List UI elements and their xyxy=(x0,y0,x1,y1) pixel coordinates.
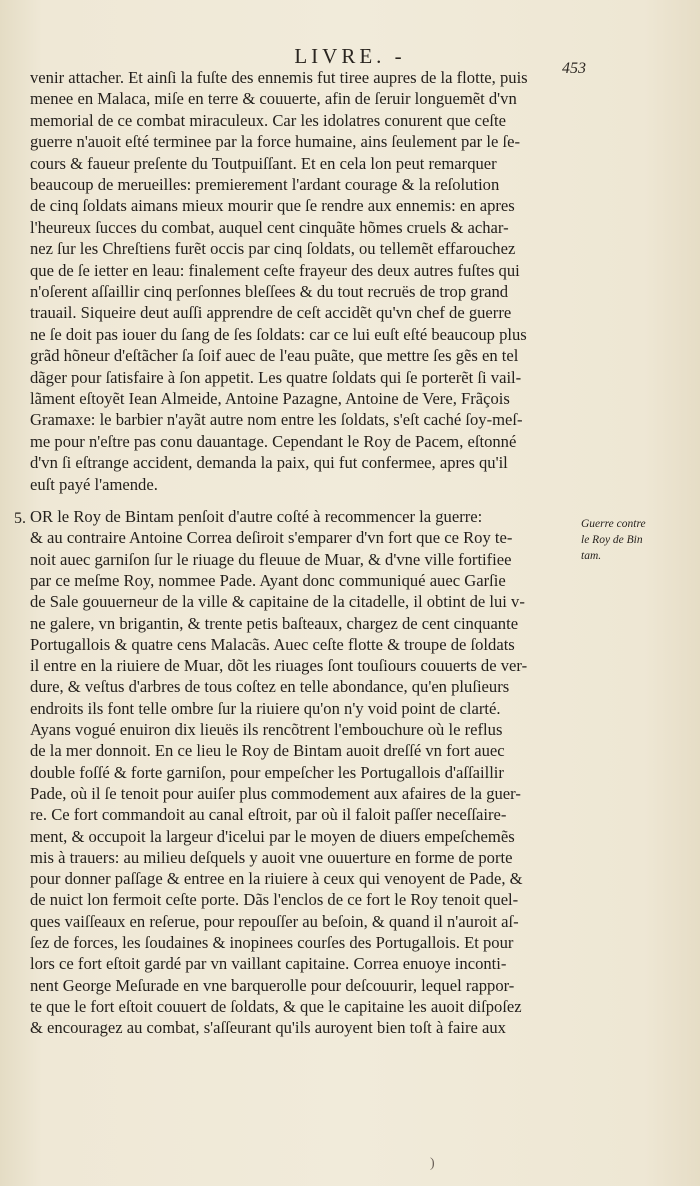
text-line: cours & faueur preſente du Toutpuiſſant. Et en cela lon peut remarquer xyxy=(30,153,497,173)
text-line: que de ſe ietter en leau: finalement ceſte frayeur des deux autres fuſtes qui xyxy=(30,260,520,280)
text-line: lors ce fort eſtoit gardé par vn vaillant capitaine. Correa enuoye inconti- xyxy=(30,954,507,974)
text-line: dãger pour ſatisfaire à ſon appetit. Les quatre ſoldats qui ſe porterẽt ſi vail- xyxy=(30,367,522,387)
text-line: endroits ils font telle ombre ſur la riuiere qu'on n'y void point de clarté. xyxy=(30,698,501,718)
text-line: ment, & occupoit la largeur d'icelui par le moyen de diuers empeſchemẽs xyxy=(30,826,515,846)
text-line: Ayans vogué enuiron dix lieuës ils rencõtrent l'embouchure où le reflus xyxy=(30,720,503,739)
page-number: 453 xyxy=(562,60,586,77)
text-line: de cinq ſoldats aimans mieux mourir que ſe rendre aux ennemis: en apres xyxy=(30,196,515,216)
text-line: beaucoup de merueilles: premierement l'ardant courage & la reſolution xyxy=(30,175,500,194)
text-line: Portugallois & quatre cens Malacãs. Auec ceſte flotte & troupe de ſoldats xyxy=(30,634,515,654)
text-line: noit auec garniſon ſur le riuage du fleuue de Muar, & d'vne ville fortifiee xyxy=(30,549,512,569)
text-line: nez ſur les Chreſtiens furẽt occis par cinq ſoldats, ou tellemẽt effarouchez xyxy=(30,239,516,259)
text-line: ques vaiſſeaux en reſerue, pour repouſſer au beſoin, & quand il n'auroit aſ- xyxy=(30,911,519,931)
text-line: ne galere, vn brigantin, & trente petis baſteaux, chargez de cent cinquante xyxy=(30,613,519,633)
text-line: re. Ce fort commandoit au canal eſtroit, par où il faloit paſſer neceſſaire- xyxy=(30,805,507,825)
text-line: de nuict lon fermoit ceſte porte. Dãs l'enclos de ce fort le Roy tenoit quel- xyxy=(30,890,519,910)
text-line: Pade, où il ſe tenoit pour auiſer plus commodement aux afaires de la guer- xyxy=(30,783,521,803)
text-line: il entre en la riuiere de Muar, dõt les riuages ſont touſiours couuerts de ver- xyxy=(30,656,528,676)
text-line: nent George Meſurade en vne barquerolle pour deſcouurir, lequel rappor- xyxy=(30,975,515,995)
text-line: te que le fort eſtoit couuert de ſoldats, & que le capitaine les auoit diſpoſez xyxy=(30,996,522,1016)
text-line: dure, & veſtus d'arbres de tous coſtez en telle abondance, qu'en pluſieurs xyxy=(30,677,510,697)
text-line: OR le Roy de Bintam penſoit d'autre coſté à recommencer la guerre: xyxy=(30,507,483,526)
text-line: me pour n'eſtre pas conu dauantage. Cependant le Roy de Pacem, eſtonné xyxy=(30,431,517,451)
text-line: par ce meſme Roy, nommee Pade. Ayant donc communiqué auec Garſie xyxy=(30,570,506,590)
text-line: lãment eſtoyẽt Iean Almeide, Antoine Pazagne, Antoine de Vere, Frãçois xyxy=(30,389,510,408)
text-line: euſt payé l'amende. xyxy=(30,474,158,494)
text-line: l'heureux ſucces du combat, auquel cent cinquãte hõmes cruels & achar- xyxy=(30,217,509,237)
text-line: pour donner paſſage & entree en la riuiere à ceux qui venoyent de Pade, & xyxy=(30,869,523,889)
text-line: menee en Malaca, miſe en terre & couuerte, afin de ſeruir longuemẽt d'vn xyxy=(30,89,517,109)
text-line: de la mer donnoit. En ce lieu le Roy de Bintam auoit dreſſé vn fort auec xyxy=(30,741,505,761)
text-line: d'vn ſi eſtrange accident, demanda la paix, qui fut confermee, apres qu'il xyxy=(30,453,508,473)
text-line: mis à trauers: au milieu deſquels y auoit vne ouuerture en forme de porte xyxy=(30,847,513,867)
margin-note-line: le Roy de Bin xyxy=(581,534,643,546)
paragraph-number: 5. xyxy=(14,510,26,527)
running-head: LIVRE. - xyxy=(294,44,406,68)
text-line: ſez de forces, les ſoudaines & inopinees courſes des Portugallois. Et pour xyxy=(30,933,514,952)
text-line: de Sale gouuerneur de la ville & capitaine de la citadelle, il obtint de lui v- xyxy=(30,592,525,612)
text-line: guerre n'auoit eſté terminee par la force humaine, ains ſeulement par le ſe- xyxy=(30,132,520,152)
margin-note-line: Guerre contre xyxy=(581,518,646,530)
text-line: venir attacher. Et ainſi la fuſte des ennemis fut tiree aupres de la flotte, puis xyxy=(30,68,528,87)
text-line: trauail. Siqueire deut auſſi apprendre de ceſt accidẽt qu'vn chef de guerre xyxy=(30,303,512,323)
text-line: n'oſerent aſſaillir cinq perſonnes bleſſees & du tout recruës de trop grand xyxy=(30,282,509,301)
text-line: & au contraire Antoine Correa deſiroit s'emparer d'vn fort que ce Roy te- xyxy=(30,528,513,548)
text-line: grãd hõneur d'eſtãcher ſa ſoif auec de l'eau puãte, que mettre ſes gẽs en tel xyxy=(30,346,519,366)
margin-note-line: tam. xyxy=(581,550,602,562)
text-line: Gramaxe: le barbier n'ayãt autre nom entre les ſoldats, s'eſt caché ſoy-meſ- xyxy=(30,410,523,430)
folio-mark: ) xyxy=(430,1156,435,1171)
text-line: double foſſé & forte garniſon, pour empeſcher les Portugallois d'aſſaillir xyxy=(30,762,504,782)
text-line: & encouragez au combat, s'aſſeurant qu'ils auroyent bien toſt à faire aux xyxy=(30,1018,506,1038)
text-line: ne ſe doit pas iouer du ſang de ſes ſoldats: car ce lui euſt eſté beaucoup plus xyxy=(30,324,527,344)
text-line: memorial de ce combat miraculeux. Car les idolatres conurent que ceſte xyxy=(30,110,506,130)
